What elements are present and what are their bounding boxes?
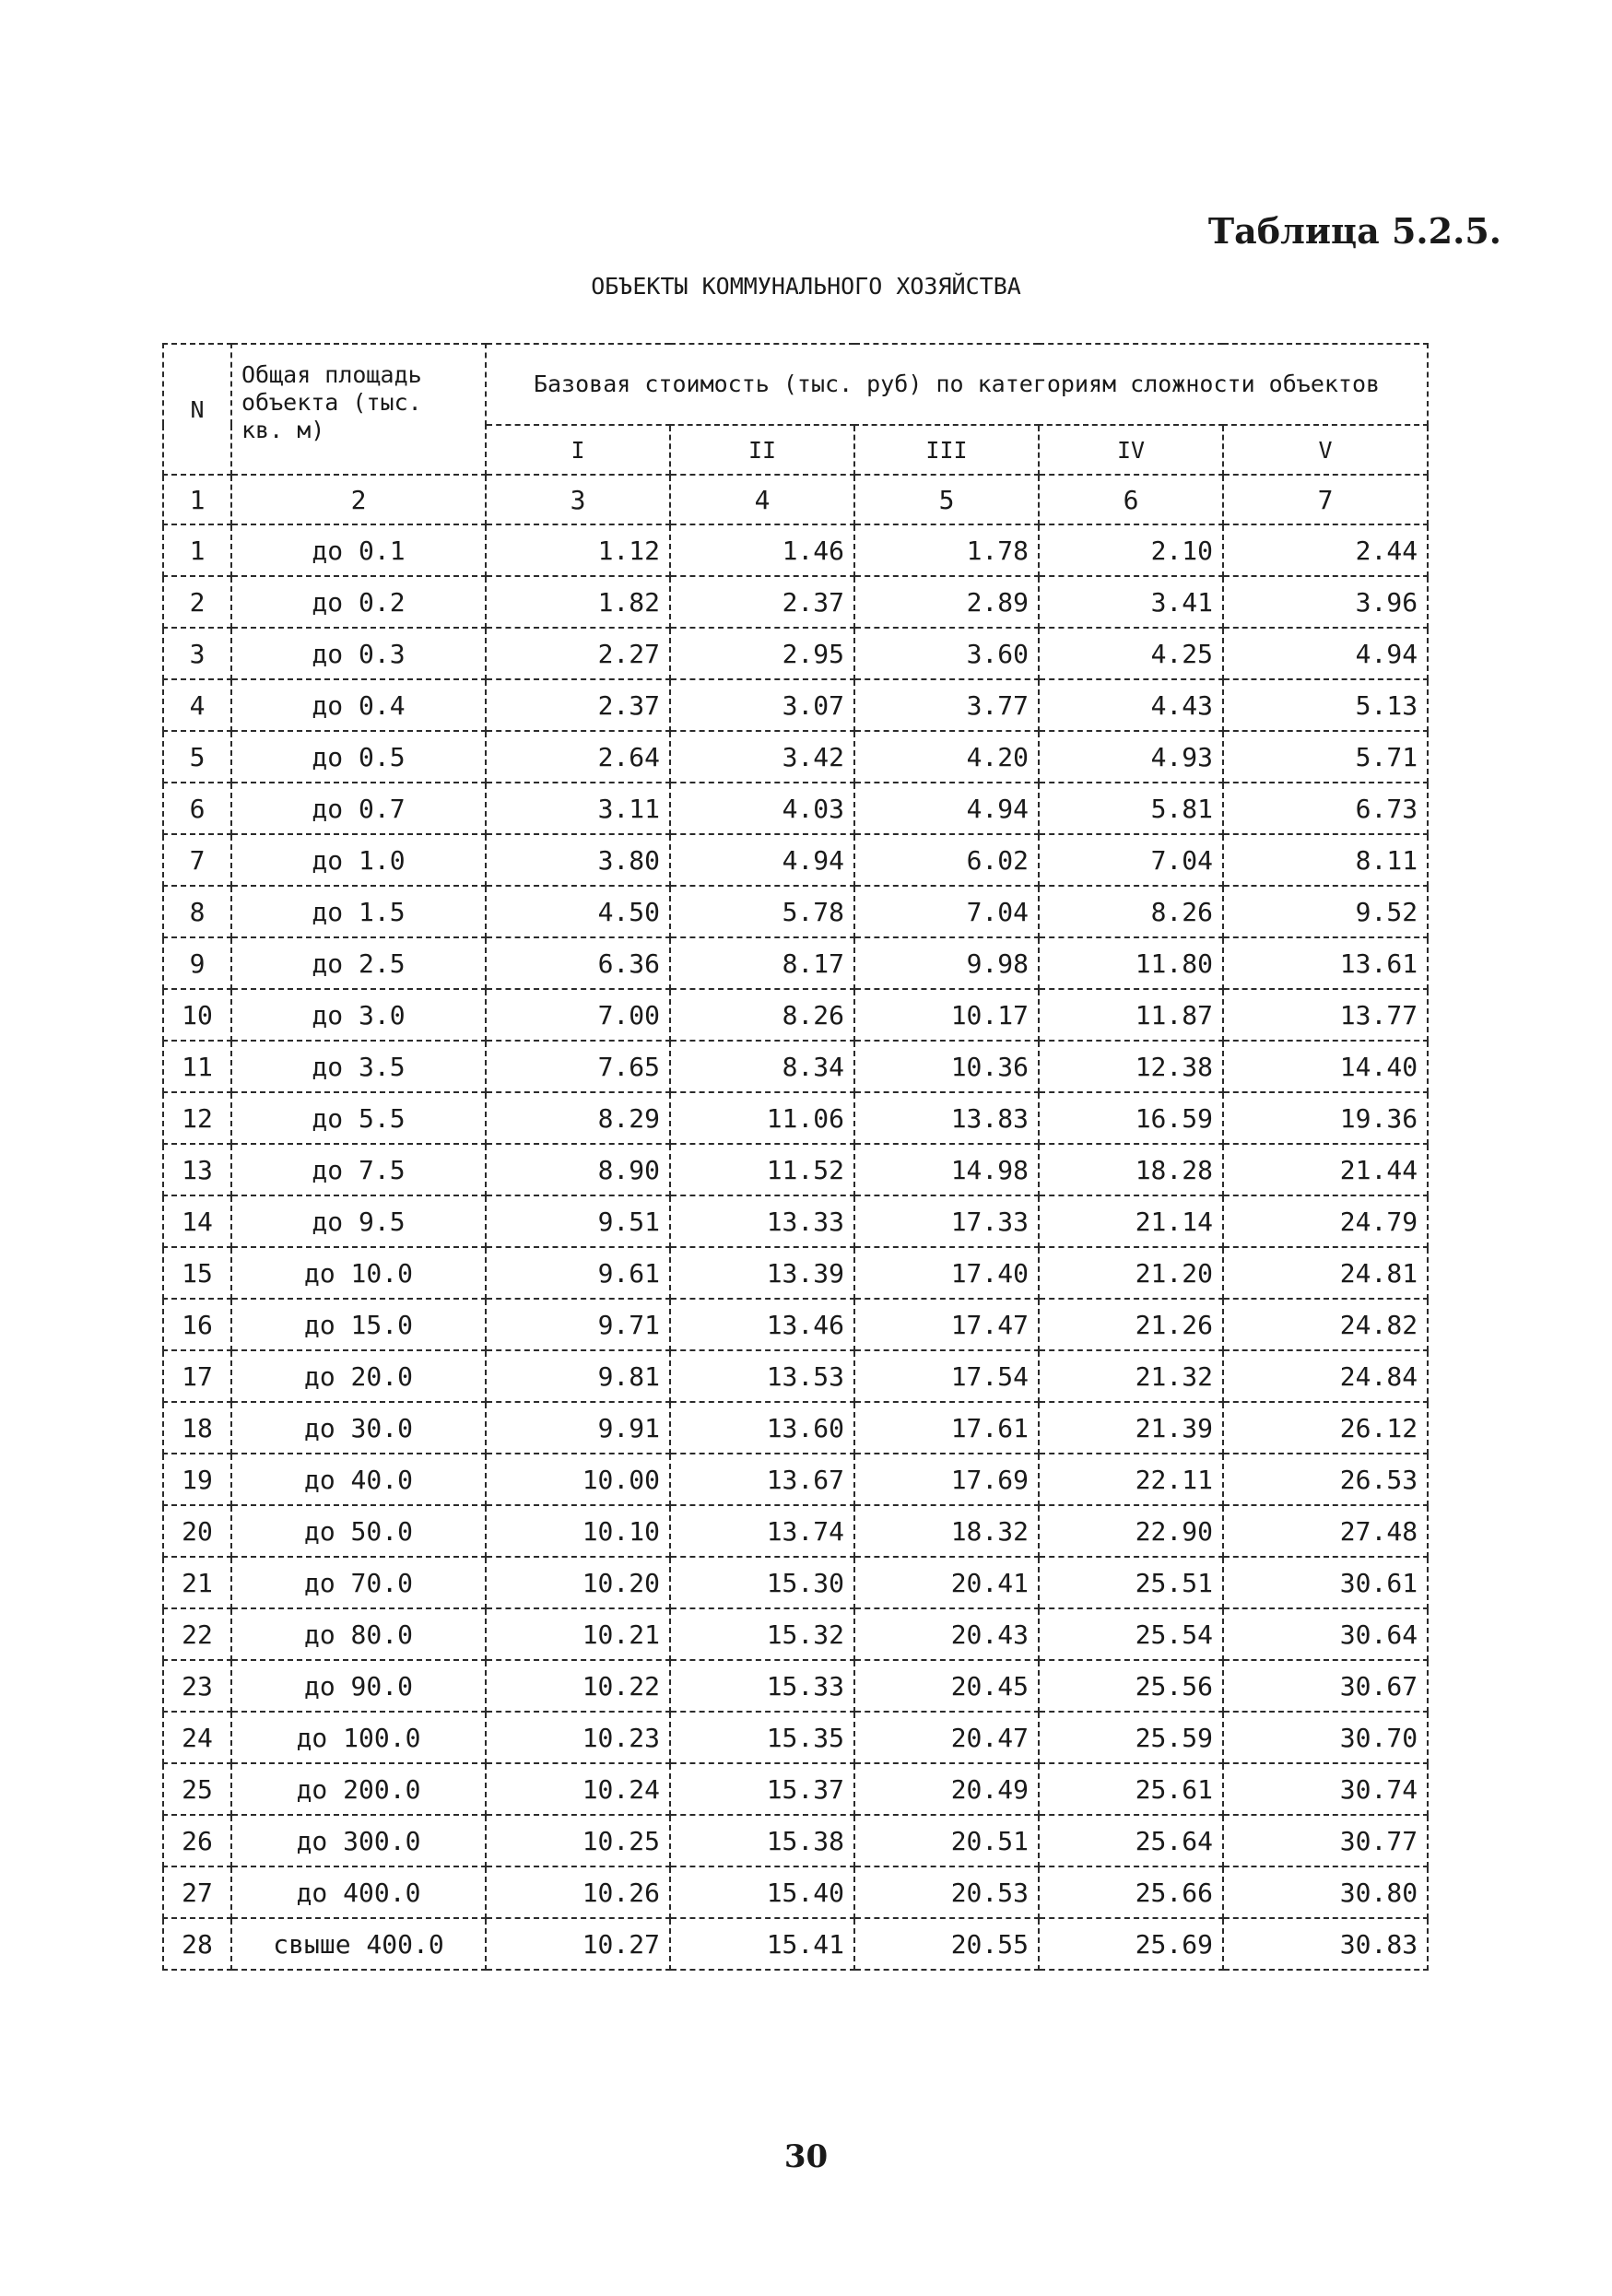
area-cell: до 300.0 [231,1815,486,1866]
table-row [163,524,1428,576]
table-row [163,886,1428,937]
cost-cell: 13.33 [670,1195,854,1247]
cost-cell: 5.13 [1223,679,1428,731]
cost-cell: 15.35 [670,1712,854,1763]
cost-cell: 8.29 [486,1092,670,1144]
cost-cell: 1.12 [486,524,670,576]
row-number: 7 [163,834,231,886]
cost-cell: 25.66 [1039,1866,1223,1918]
cost-cell: 8.17 [670,937,854,989]
cost-cell: 9.71 [486,1299,670,1350]
area-cell: до 0.7 [231,783,486,834]
table-row [163,1608,1428,1660]
column-number: 4 [670,475,854,524]
cost-cell: 21.14 [1039,1195,1223,1247]
cost-cell: 15.37 [670,1763,854,1815]
table-row [163,576,1428,628]
cost-cell: 21.20 [1039,1247,1223,1299]
cost-cell: 2.44 [1223,524,1428,576]
header-cost: Базовая стоимость (тыс. руб) по категориям сложности объектов [486,344,1428,425]
cost-cell: 30.77 [1223,1815,1428,1866]
cost-cell: 7.04 [854,886,1039,937]
column-number: 6 [1039,475,1223,524]
cost-cell: 13.83 [854,1092,1039,1144]
cost-cell: 20.49 [854,1763,1039,1815]
table-row [163,1660,1428,1712]
column-number: 7 [1223,475,1428,524]
cost-cell: 5.78 [670,886,854,937]
cost-cell: 17.69 [854,1454,1039,1505]
table-row [163,1195,1428,1247]
cost-cell: 18.28 [1039,1144,1223,1195]
table-row [163,1144,1428,1195]
cost-cell: 4.94 [670,834,854,886]
cost-cell: 10.20 [486,1557,670,1608]
cost-cell: 30.64 [1223,1608,1428,1660]
cost-cell: 4.43 [1039,679,1223,731]
cost-cell: 8.26 [1039,886,1223,937]
cost-cell: 2.37 [486,679,670,731]
cost-cell: 11.52 [670,1144,854,1195]
area-cell: до 3.5 [231,1041,486,1092]
cost-cell: 1.82 [486,576,670,628]
cost-cell: 3.77 [854,679,1039,731]
cost-cell: 27.48 [1223,1505,1428,1557]
cost-cell: 10.23 [486,1712,670,1763]
area-cell: до 80.0 [231,1608,486,1660]
cost-cell: 4.94 [1223,628,1428,679]
area-cell: до 7.5 [231,1144,486,1195]
table-title: ОБЪЕКТЫ КОММУНАЛЬНОГО ХОЗЯЙСТВА [591,273,1021,300]
cost-cell: 13.67 [670,1454,854,1505]
cost-cell: 1.78 [854,524,1039,576]
cost-cell: 21.32 [1039,1350,1223,1402]
area-cell: до 40.0 [231,1454,486,1505]
cost-cell: 2.89 [854,576,1039,628]
cost-cell: 13.39 [670,1247,854,1299]
cost-cell: 17.33 [854,1195,1039,1247]
cost-cell: 21.44 [1223,1144,1428,1195]
cost-cell: 21.39 [1039,1402,1223,1454]
cost-cell: 25.56 [1039,1660,1223,1712]
area-cell: до 10.0 [231,1247,486,1299]
table-row [163,937,1428,989]
cost-cell: 10.26 [486,1866,670,1918]
cost-cell: 17.47 [854,1299,1039,1350]
table-row [163,1247,1428,1299]
row-number: 17 [163,1350,231,1402]
row-number: 4 [163,679,231,731]
cost-cell: 25.64 [1039,1815,1223,1866]
table-row [163,989,1428,1041]
area-cell: до 15.0 [231,1299,486,1350]
cost-cell: 10.21 [486,1608,670,1660]
cost-cell: 14.98 [854,1144,1039,1195]
cost-cell: 26.53 [1223,1454,1428,1505]
cost-cell: 11.87 [1039,989,1223,1041]
table-number: Таблица 5.2.5. [1207,210,1501,252]
table-row [163,1918,1428,1970]
cost-cell: 13.61 [1223,937,1428,989]
area-cell: до 0.4 [231,679,486,731]
row-number: 14 [163,1195,231,1247]
cost-cell: 22.11 [1039,1454,1223,1505]
cost-cell: 9.91 [486,1402,670,1454]
cost-cell: 20.47 [854,1712,1039,1763]
row-number: 2 [163,576,231,628]
cost-cell: 20.53 [854,1866,1039,1918]
cost-cell: 4.25 [1039,628,1223,679]
cost-cell: 3.96 [1223,576,1428,628]
table-row [163,1505,1428,1557]
cost-cell: 10.25 [486,1815,670,1866]
cost-cell: 8.90 [486,1144,670,1195]
header-category-ii: II [670,425,854,475]
cost-cell: 19.36 [1223,1092,1428,1144]
cost-cell: 30.74 [1223,1763,1428,1815]
area-cell: до 0.1 [231,524,486,576]
cost-cell: 9.81 [486,1350,670,1402]
area-cell: до 1.0 [231,834,486,886]
row-number: 10 [163,989,231,1041]
cost-cell: 10.27 [486,1918,670,1970]
cost-cell: 10.00 [486,1454,670,1505]
cost-cell: 26.12 [1223,1402,1428,1454]
cost-cell: 4.93 [1039,731,1223,783]
cost-cell: 25.59 [1039,1712,1223,1763]
table-row [163,1712,1428,1763]
cost-cell: 3.80 [486,834,670,886]
cost-cell: 7.04 [1039,834,1223,886]
cost-cell: 6.02 [854,834,1039,886]
cost-cell: 3.41 [1039,576,1223,628]
cost-cell: 10.17 [854,989,1039,1041]
area-cell: до 70.0 [231,1557,486,1608]
cost-cell: 2.95 [670,628,854,679]
cost-cell: 9.51 [486,1195,670,1247]
cost-cell: 24.84 [1223,1350,1428,1402]
cost-cell: 25.69 [1039,1918,1223,1970]
header-category-i: I [486,425,670,475]
table-row [163,834,1428,886]
cost-cell: 9.98 [854,937,1039,989]
row-number: 6 [163,783,231,834]
row-number: 5 [163,731,231,783]
cost-cell: 30.61 [1223,1557,1428,1608]
area-cell: до 3.0 [231,989,486,1041]
cost-cell: 10.36 [854,1041,1039,1092]
cost-cell: 4.50 [486,886,670,937]
row-number: 21 [163,1557,231,1608]
page-number: 30 [783,2138,829,2175]
cost-cell: 20.45 [854,1660,1039,1712]
cost-cell: 13.77 [1223,989,1428,1041]
row-number: 16 [163,1299,231,1350]
cost-cell: 30.80 [1223,1866,1428,1918]
table-row [163,1866,1428,1918]
row-number: 3 [163,628,231,679]
table-row [163,1350,1428,1402]
cost-cell: 15.33 [670,1660,854,1712]
cost-cell: 7.65 [486,1041,670,1092]
area-cell: до 20.0 [231,1350,486,1402]
cost-cell: 5.81 [1039,783,1223,834]
cost-cell: 3.07 [670,679,854,731]
cost-cell: 4.20 [854,731,1039,783]
area-cell: до 2.5 [231,937,486,989]
area-cell: до 0.3 [231,628,486,679]
cost-cell: 15.40 [670,1866,854,1918]
column-number: 2 [231,475,486,524]
cost-cell: 2.37 [670,576,854,628]
area-cell: до 200.0 [231,1763,486,1815]
cost-cell: 13.53 [670,1350,854,1402]
table-row [163,731,1428,783]
cost-cell: 24.79 [1223,1195,1428,1247]
cost-cell: 21.26 [1039,1299,1223,1350]
cost-cell: 13.60 [670,1402,854,1454]
column-number: 3 [486,475,670,524]
table-row [163,1402,1428,1454]
area-cell: до 9.5 [231,1195,486,1247]
area-cell: до 90.0 [231,1660,486,1712]
row-number: 27 [163,1866,231,1918]
cost-cell: 20.51 [854,1815,1039,1866]
cost-cell: 22.90 [1039,1505,1223,1557]
cost-cell: 8.34 [670,1041,854,1092]
row-number: 24 [163,1712,231,1763]
cost-cell: 15.32 [670,1608,854,1660]
row-number: 25 [163,1763,231,1815]
cost-cell: 11.06 [670,1092,854,1144]
area-cell: до 400.0 [231,1866,486,1918]
cost-cell: 25.61 [1039,1763,1223,1815]
cost-cell: 15.38 [670,1815,854,1866]
table-body [163,524,1428,1970]
cost-cell: 13.46 [670,1299,854,1350]
row-number: 28 [163,1918,231,1970]
header-category-iii: III [854,425,1039,475]
table-row [163,783,1428,834]
row-number: 11 [163,1041,231,1092]
row-number: 26 [163,1815,231,1866]
column-number-row [163,475,1428,524]
cost-cell: 3.42 [670,731,854,783]
cost-cell: 15.41 [670,1918,854,1970]
table-row [163,1557,1428,1608]
cost-cell: 25.54 [1039,1608,1223,1660]
area-cell: свыше 400.0 [231,1918,486,1970]
cost-cell: 18.32 [854,1505,1039,1557]
cost-cell: 25.51 [1039,1557,1223,1608]
cost-cell: 20.41 [854,1557,1039,1608]
cost-cell: 2.64 [486,731,670,783]
cost-cell: 13.74 [670,1505,854,1557]
table-head [163,344,1428,524]
price-table [162,343,1429,1971]
header-area: Общая площадь объекта (тыс. кв. м) [231,344,486,475]
cost-cell: 8.11 [1223,834,1428,886]
cost-cell: 24.81 [1223,1247,1428,1299]
cost-cell: 17.61 [854,1402,1039,1454]
area-cell: до 0.5 [231,731,486,783]
row-number: 22 [163,1608,231,1660]
area-cell: до 5.5 [231,1092,486,1144]
table-row [163,1092,1428,1144]
cost-cell: 17.40 [854,1247,1039,1299]
table-row [163,1454,1428,1505]
cost-cell: 6.73 [1223,783,1428,834]
cost-cell: 14.40 [1223,1041,1428,1092]
cost-cell: 3.11 [486,783,670,834]
cost-cell: 7.00 [486,989,670,1041]
row-number: 9 [163,937,231,989]
area-cell: до 0.2 [231,576,486,628]
cost-cell: 16.59 [1039,1092,1223,1144]
cost-cell: 24.82 [1223,1299,1428,1350]
cost-cell: 30.67 [1223,1660,1428,1712]
row-number: 15 [163,1247,231,1299]
cost-cell: 9.61 [486,1247,670,1299]
header-category-v: V [1223,425,1428,475]
row-number: 12 [163,1092,231,1144]
cost-cell: 3.60 [854,628,1039,679]
table-row [163,628,1428,679]
cost-cell: 10.10 [486,1505,670,1557]
cost-cell: 10.24 [486,1763,670,1815]
header-n: N [163,344,231,475]
cost-cell: 4.94 [854,783,1039,834]
cost-cell: 2.27 [486,628,670,679]
row-number: 18 [163,1402,231,1454]
cost-cell: 12.38 [1039,1041,1223,1092]
cost-cell: 30.70 [1223,1712,1428,1763]
row-number: 19 [163,1454,231,1505]
table-row [163,679,1428,731]
table-row [163,1041,1428,1092]
row-number: 20 [163,1505,231,1557]
cost-cell: 17.54 [854,1350,1039,1402]
cost-cell: 20.55 [854,1918,1039,1970]
cost-cell: 1.46 [670,524,854,576]
row-number: 1 [163,524,231,576]
cost-cell: 6.36 [486,937,670,989]
area-cell: до 30.0 [231,1402,486,1454]
table-row [163,1763,1428,1815]
cost-cell: 8.26 [670,989,854,1041]
header-category-iv: IV [1039,425,1223,475]
column-number: 1 [163,475,231,524]
column-number: 5 [854,475,1039,524]
cost-cell: 9.52 [1223,886,1428,937]
row-number: 8 [163,886,231,937]
cost-cell: 10.22 [486,1660,670,1712]
cost-cell: 4.03 [670,783,854,834]
cost-cell: 15.30 [670,1557,854,1608]
cost-cell: 5.71 [1223,731,1428,783]
table-row [163,1299,1428,1350]
table-row [163,1815,1428,1866]
cost-cell: 2.10 [1039,524,1223,576]
price-table-container [162,343,1427,1971]
area-cell: до 100.0 [231,1712,486,1763]
row-number: 23 [163,1660,231,1712]
cost-cell: 30.83 [1223,1918,1428,1970]
area-cell: до 50.0 [231,1505,486,1557]
area-cell: до 1.5 [231,886,486,937]
cost-cell: 20.43 [854,1608,1039,1660]
row-number: 13 [163,1144,231,1195]
cost-cell: 11.80 [1039,937,1223,989]
